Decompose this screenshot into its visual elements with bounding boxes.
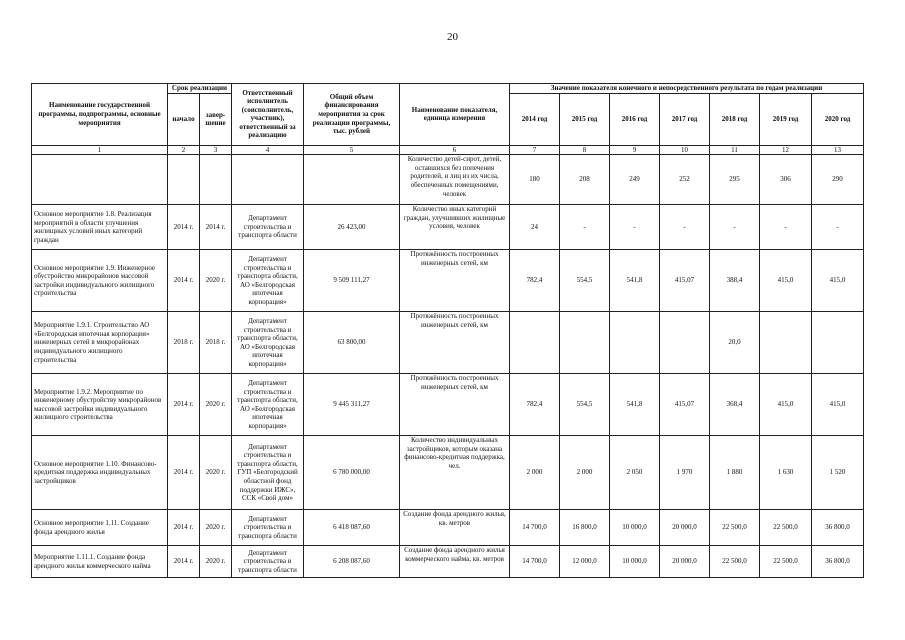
row-value-cell: 252 xyxy=(660,155,710,205)
row-funding-cell: 9 509 111,27 xyxy=(304,250,400,312)
header-period: Срок реализации xyxy=(168,84,232,94)
row-value-cell: 541,8 xyxy=(610,250,660,312)
column-number: 9 xyxy=(610,145,660,155)
row-start-cell xyxy=(168,155,200,205)
row-name-cell xyxy=(32,155,168,205)
header-start: начало xyxy=(168,93,200,145)
column-number: 10 xyxy=(660,145,710,155)
row-start-cell: 2014 г. xyxy=(168,436,200,510)
row-name-cell: Основное мероприятие 1.8. Реализация мероприятий в области улучшения жилищных условий иных категорий граждан xyxy=(32,205,168,250)
row-end-cell: 2020 г. xyxy=(200,374,232,436)
row-funding-cell: 6 418 087,60 xyxy=(304,510,400,546)
row-indicator-cell: Создание фонда арендного жилья, кв. метров xyxy=(400,510,510,546)
row-indicator-cell: Количество детей-сирот, детей, оставшихся без попечения родителей, и лиц из их числа, обеспеченных помещениями, человек xyxy=(400,155,510,205)
row-value-cell: 415,0 xyxy=(760,374,812,436)
row-start-cell: 2014 г. xyxy=(168,374,200,436)
row-value-cell: 1 520 xyxy=(812,436,864,510)
row-name-cell: Основное мероприятие 1.9. Инженерное обустройство микрорайонов массовой застройки индивидуального жилищного строительства xyxy=(32,250,168,312)
row-responsible-cell: Департамент строительства и транспорта области, ГУП «Белгородский областной фонд поддержки ИЖС», ССК «Свой дом» xyxy=(232,436,304,510)
row-value-cell: 22 500,0 xyxy=(760,510,812,546)
column-number: 8 xyxy=(560,145,610,155)
row-responsible-cell xyxy=(232,155,304,205)
row-value-cell: 12 000,0 xyxy=(560,546,610,578)
row-start-cell: 2014 г. xyxy=(168,546,200,578)
row-value-cell: 415,0 xyxy=(760,250,812,312)
column-number: 4 xyxy=(232,145,304,155)
program-table xyxy=(31,83,864,578)
row-value-cell: 295 xyxy=(710,155,760,205)
row-responsible-cell: Департамент строительства и транспорта области xyxy=(232,510,304,546)
row-name-cell: Мероприятие 1.9.1. Строительство АО «Белгородская ипотечная корпорация» инженерных сетей в микрорайонах индивидуального жилищного строительства xyxy=(32,312,168,374)
row-indicator-cell: Протяжённость построенных инженерных сетей, км xyxy=(400,250,510,312)
header-year: 2016 год xyxy=(610,93,660,145)
row-end-cell: 2020 г. xyxy=(200,436,232,510)
row-value-cell xyxy=(760,312,812,374)
row-funding-cell: 6 208 087,60 xyxy=(304,546,400,578)
row-value-cell: 36 800,0 xyxy=(812,510,864,546)
table-row xyxy=(32,155,864,205)
row-value-cell: 10 000,0 xyxy=(610,510,660,546)
row-value-cell: 249 xyxy=(610,155,660,205)
header-year: 2014 год xyxy=(510,93,560,145)
row-value-cell: 10 000,0 xyxy=(610,546,660,578)
row-indicator-cell: Количество иных категорий граждан, улучшивших жилищные условия, человек xyxy=(400,205,510,250)
row-value-cell: 208 xyxy=(560,155,610,205)
column-number: 13 xyxy=(812,145,864,155)
row-end-cell xyxy=(200,155,232,205)
row-name-cell: Основное мероприятие 1.10. Финансово-кредитная поддержка индивидуальных застройщиков xyxy=(32,436,168,510)
row-name-cell: Основное мероприятие 1.11. Создание фонда арендного жилья xyxy=(32,510,168,546)
header-indicator: Наименование показателя, единица измерения xyxy=(400,84,510,146)
row-value-cell: - xyxy=(610,205,660,250)
row-end-cell: 2018 г. xyxy=(200,312,232,374)
header-responsible: Ответственный исполнитель (соисполнитель, участник), ответственный за реализацию xyxy=(232,84,304,146)
row-value-cell: - xyxy=(760,205,812,250)
row-value-cell: 1 970 xyxy=(660,436,710,510)
table-row xyxy=(32,374,864,436)
header-year: 2015 год xyxy=(560,93,610,145)
row-value-cell: 415,07 xyxy=(660,374,710,436)
row-indicator-cell: Количество индивидуальных застройщиков, которым оказана финансово-кредитная поддержка, чел. xyxy=(400,436,510,510)
column-number: 12 xyxy=(760,145,812,155)
table-row xyxy=(32,546,864,578)
row-value-cell: 1 630 xyxy=(760,436,812,510)
row-value-cell: 14 700,0 xyxy=(510,546,560,578)
row-value-cell: 782,4 xyxy=(510,374,560,436)
header-year: 2020 год xyxy=(812,93,864,145)
row-name-cell: Мероприятие 1.11.1. Создание фонда арендного жилья коммерческого найма xyxy=(32,546,168,578)
table-row xyxy=(32,312,864,374)
row-value-cell: - xyxy=(660,205,710,250)
row-value-cell xyxy=(812,312,864,374)
row-name-cell: Мероприятие 1.9.2. Мероприятие по инженерному обустройству микрорайонов массовой застройки индивидуального жилищного строительства xyxy=(32,374,168,436)
column-number-row xyxy=(32,145,864,155)
row-funding-cell: 63 800,00 xyxy=(304,312,400,374)
row-value-cell: 2 050 xyxy=(610,436,660,510)
row-indicator-cell: Протяжённость построенных инженерных сетей, км xyxy=(400,312,510,374)
row-funding-cell: 9 445 311,27 xyxy=(304,374,400,436)
table-row xyxy=(32,205,864,250)
header-year: 2018 год xyxy=(710,93,760,145)
row-value-cell: 415,07 xyxy=(660,250,710,312)
column-number: 1 xyxy=(32,145,168,155)
row-indicator-cell: Протяжённость построенных инженерных сетей, км xyxy=(400,374,510,436)
row-value-cell: 290 xyxy=(812,155,864,205)
row-value-cell: 415,0 xyxy=(812,374,864,436)
row-funding-cell: 6 780 000,00 xyxy=(304,436,400,510)
row-value-cell xyxy=(560,312,610,374)
row-value-cell: - xyxy=(560,205,610,250)
row-value-cell: 36 800,0 xyxy=(812,546,864,578)
row-value-cell: 782,4 xyxy=(510,250,560,312)
row-end-cell: 2020 г. xyxy=(200,546,232,578)
column-number: 3 xyxy=(200,145,232,155)
row-start-cell: 2014 г. xyxy=(168,250,200,312)
row-value-cell: 22 500,0 xyxy=(710,546,760,578)
row-start-cell: 2014 г. xyxy=(168,510,200,546)
row-value-cell xyxy=(660,312,710,374)
row-end-cell: 2020 г. xyxy=(200,250,232,312)
row-value-cell xyxy=(610,312,660,374)
row-value-cell: - xyxy=(710,205,760,250)
row-responsible-cell: Департамент строительства и транспорта области, АО «Белгородская ипотечная корпорация» xyxy=(232,312,304,374)
column-number: 7 xyxy=(510,145,560,155)
row-value-cell: 14 700,0 xyxy=(510,510,560,546)
row-funding-cell: 26 423,00 xyxy=(304,205,400,250)
table-body xyxy=(32,155,864,578)
row-value-cell: 20,0 xyxy=(710,312,760,374)
row-value-cell: 554,5 xyxy=(560,250,610,312)
row-value-cell: 20 000,0 xyxy=(660,510,710,546)
row-start-cell: 2018 г. xyxy=(168,312,200,374)
row-value-cell: 306 xyxy=(760,155,812,205)
row-indicator-cell: Создание фонда арендного жилья коммерческого найма, кв. метров xyxy=(400,546,510,578)
row-value-cell xyxy=(510,312,560,374)
column-number: 5 xyxy=(304,145,400,155)
header-year: 2017 год xyxy=(660,93,710,145)
table-row xyxy=(32,510,864,546)
row-value-cell: 415,0 xyxy=(812,250,864,312)
column-number: 6 xyxy=(400,145,510,155)
row-end-cell: 2014 г. xyxy=(200,205,232,250)
row-value-cell: 388,4 xyxy=(710,250,760,312)
row-value-cell: 20 000,0 xyxy=(660,546,710,578)
row-value-cell: 554,5 xyxy=(560,374,610,436)
table-row xyxy=(32,436,864,510)
row-value-cell: 24 xyxy=(510,205,560,250)
row-value-cell: 180 xyxy=(510,155,560,205)
header-results: Значение показателя конечного и непосредственного результата по годам реализации xyxy=(510,84,864,94)
row-value-cell: 22 500,0 xyxy=(760,546,812,578)
column-number: 2 xyxy=(168,145,200,155)
row-responsible-cell: Департамент строительства и транспорта области xyxy=(232,205,304,250)
row-responsible-cell: Департамент строительства и транспорта области, АО «Белгородская ипотечная корпорация» xyxy=(232,374,304,436)
row-value-cell: 2 000 xyxy=(560,436,610,510)
row-value-cell: 1 880 xyxy=(710,436,760,510)
row-responsible-cell: Департамент строительства и транспорта области, АО «Белгородская ипотечная корпорация» xyxy=(232,250,304,312)
header-funding: Общий объем финансирования мероприятия за срок реализации программы, тыс. рублей xyxy=(304,84,400,146)
row-funding-cell xyxy=(304,155,400,205)
row-value-cell: - xyxy=(812,205,864,250)
row-value-cell: 368,4 xyxy=(710,374,760,436)
row-start-cell: 2014 г. xyxy=(168,205,200,250)
table-row xyxy=(32,250,864,312)
row-value-cell: 541,8 xyxy=(610,374,660,436)
row-value-cell: 16 800,0 xyxy=(560,510,610,546)
row-value-cell: 22 500,0 xyxy=(710,510,760,546)
page-number: 20 xyxy=(447,31,458,43)
row-end-cell: 2020 г. xyxy=(200,510,232,546)
header-year: 2019 год xyxy=(760,93,812,145)
row-responsible-cell: Департамент строительства и транспорта области xyxy=(232,546,304,578)
row-value-cell: 2 000 xyxy=(510,436,560,510)
header-end: завер-шение xyxy=(200,93,232,145)
column-number: 11 xyxy=(710,145,760,155)
header-program: Наименование государственной программы, подпрограммы, основные мероприятия xyxy=(32,84,168,146)
